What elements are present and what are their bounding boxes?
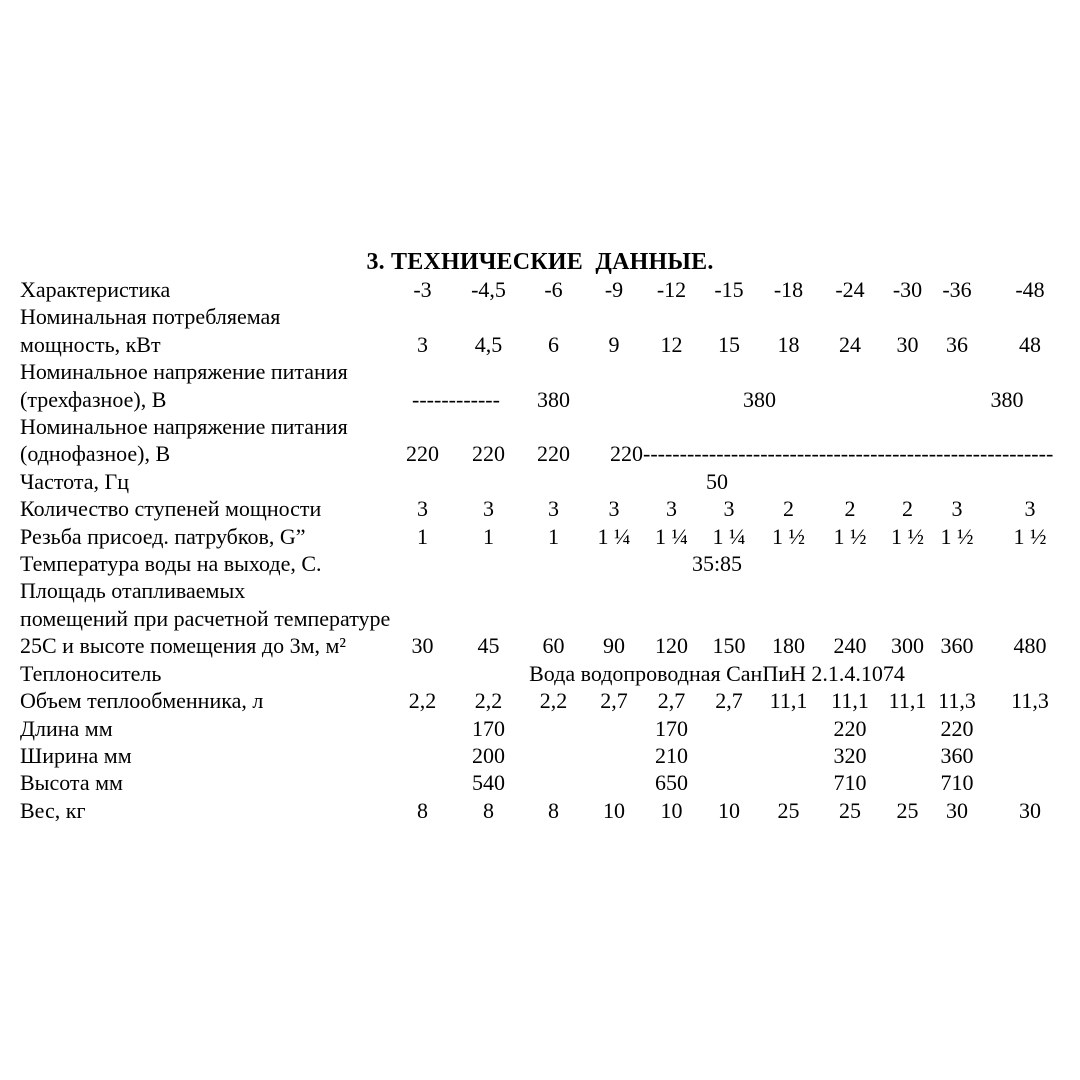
table-cell-empty: [881, 769, 934, 796]
table-cell: 380: [743, 386, 776, 412]
table-cell: 1: [548, 523, 559, 549]
table-cell: 24: [839, 331, 861, 357]
table-cell: 1: [483, 523, 494, 549]
table-cell: 380: [537, 386, 570, 412]
table-cell-empty: [700, 715, 819, 742]
table-cell: 3: [1024, 496, 1036, 522]
table-cell: 11,1: [769, 688, 808, 714]
table-cell: 3: [723, 496, 735, 522]
table-cell: 8: [483, 797, 494, 823]
table-cell: -24: [835, 277, 865, 302]
table-cell: 30: [946, 797, 968, 823]
table-cell-empty: [980, 769, 1080, 796]
row-label: Частота, Гц: [20, 468, 130, 494]
table-cell: 48: [1019, 331, 1041, 357]
table-cell-empty: [980, 742, 1080, 769]
table-cell: 11,1: [831, 688, 869, 714]
table-cell: 170: [655, 715, 688, 741]
table-row: [20, 605, 1080, 632]
table-cell: 3: [951, 496, 963, 522]
table-row: [20, 797, 1080, 824]
table-cell: 11,3: [938, 688, 976, 714]
table-cell: 710: [833, 770, 867, 796]
page-title: 3. ТЕХНИЧЕСКИЕ ДАННЫЕ.: [366, 249, 714, 275]
table-cell: Вода водопроводная СанПиН 2.1.4.1074: [529, 660, 905, 686]
table-cell: 18: [777, 331, 800, 357]
table-cell: 150: [712, 633, 746, 659]
row-label: Вес, кг: [20, 797, 86, 823]
row-label: Номинальное напряжение питания: [20, 414, 348, 440]
table-cell: 3: [666, 496, 677, 522]
table-row: [20, 468, 1080, 495]
table-cell: 240: [833, 633, 867, 659]
row-label: Температура воды на выходе, С.: [20, 551, 322, 577]
table-cell: 4,5: [474, 331, 503, 357]
table-cell: 120: [655, 633, 688, 659]
row-label: Высота мм: [20, 770, 123, 796]
table-cell: 25: [896, 797, 919, 823]
table-cell: 8: [417, 797, 428, 823]
table-cell-empty: [980, 715, 1080, 742]
row-label: Объем теплообменника, л: [20, 688, 264, 714]
table-cell: 15: [718, 331, 740, 357]
table-cell: 3: [608, 496, 620, 522]
table-cell-empty: [390, 715, 455, 742]
table-cell: 50: [706, 468, 728, 494]
table-cell: 220: [406, 441, 439, 467]
table-row: [20, 577, 1080, 604]
table-cell: 210: [655, 742, 688, 768]
table-row: [20, 440, 1080, 467]
table-row: [20, 276, 1080, 303]
table-body: [20, 276, 1080, 824]
table-cell: 220--------------------------------------------------------: [610, 441, 1054, 467]
table-cell-empty: [585, 386, 700, 413]
table-cell: 710: [940, 770, 974, 796]
table-cell: 3: [417, 331, 428, 357]
table-cell: 1 ¼: [655, 523, 688, 549]
table-cell: 11,3: [1011, 688, 1049, 714]
table-row: [20, 715, 1080, 742]
table-cell: 220: [472, 441, 505, 467]
table-cell: 2,2: [408, 688, 437, 714]
table-row: [20, 660, 1080, 687]
table-row: [20, 742, 1080, 769]
table-cell: -4,5: [471, 277, 506, 302]
table-cell: -12: [656, 277, 687, 302]
table-cell: 1 ½: [772, 523, 805, 549]
table-cell: 3: [417, 496, 428, 522]
row-label: Номинальное напряжение питания: [20, 359, 348, 385]
row-label: (однофазное), В: [20, 441, 171, 467]
table-cell: -3: [413, 277, 432, 302]
table-cell: 3: [548, 496, 559, 522]
table-cell: 2,7: [600, 688, 628, 714]
table-cell: 6: [548, 331, 559, 357]
table-cell: 3: [483, 496, 494, 522]
table-row: [20, 303, 1080, 330]
table-cell: 360: [940, 633, 974, 659]
table-row: [20, 358, 1080, 385]
row-label: помещений при расчетной температуре: [20, 605, 391, 631]
row-label: Длина мм: [20, 715, 113, 741]
row-label: (трехфазное), В: [20, 386, 167, 412]
table-cell: 10: [603, 797, 625, 823]
table-cell-empty: [881, 715, 934, 742]
table-row: [20, 550, 1080, 577]
table-cell: -9: [604, 277, 624, 302]
table-cell-empty: [522, 769, 643, 796]
table-cell: 170: [472, 715, 505, 741]
table-cell: 8: [548, 797, 559, 823]
table-cell: 1 ½: [891, 523, 924, 549]
row-label: Резьба присоед. патрубков, G”: [20, 523, 306, 549]
table-cell: 30: [896, 331, 919, 357]
table-cell: 25: [777, 797, 800, 823]
table-row: [20, 769, 1080, 796]
table-cell: 2,2: [474, 688, 503, 714]
table-cell: 25: [839, 797, 861, 823]
table-row: [20, 413, 1080, 440]
table-cell: 200: [472, 742, 505, 768]
row-label: Площадь отапливаемых: [20, 578, 246, 604]
table-cell: 10: [660, 797, 683, 823]
table-cell: 2: [844, 496, 856, 522]
table-cell: 480: [1013, 633, 1047, 659]
table-cell: 300: [891, 633, 924, 659]
table-row: [20, 687, 1080, 714]
table-cell: 35:85: [691, 551, 743, 577]
table-cell-empty: [881, 742, 934, 769]
table-cell: 1 ¼: [712, 523, 746, 549]
row-label: Ширина мм: [20, 742, 132, 768]
table-cell: 540: [472, 770, 505, 796]
table-cell: 9: [608, 331, 620, 357]
table-row: [20, 523, 1080, 550]
table-cell: 1: [417, 523, 428, 549]
table-cell: 2,7: [715, 688, 743, 714]
row-label: Количество ступеней мощности: [20, 496, 322, 522]
table-cell: 650: [655, 770, 688, 796]
table-cell-empty: [819, 386, 934, 413]
table-cell: 180: [772, 633, 805, 659]
table-cell: 220: [940, 715, 974, 741]
table-cell: -36: [942, 277, 972, 302]
table-cell: 12: [660, 331, 683, 357]
table-cell: 11,1: [888, 688, 927, 714]
table-cell: 1 ½: [1013, 523, 1047, 549]
table-cell: 2,2: [539, 688, 568, 714]
table-cell: 2,7: [657, 688, 686, 714]
table-cell: 2: [783, 496, 794, 522]
table-cell: -48: [1015, 277, 1045, 302]
table-cell: -18: [773, 277, 804, 302]
technical-data-table: [20, 276, 1080, 824]
table-cell: 30: [1019, 797, 1041, 823]
table-cell: 1 ½: [833, 523, 867, 549]
table-cell: 360: [940, 742, 974, 768]
table-cell-empty: [390, 769, 455, 796]
table-cell: ------------: [412, 386, 500, 412]
table-cell: 220: [537, 441, 570, 467]
table-row: [20, 331, 1080, 358]
table-row: [20, 386, 1080, 413]
table-row: [20, 495, 1080, 522]
table-cell: 380: [990, 386, 1024, 412]
table-cell: -30: [892, 277, 923, 302]
table-cell-empty: [700, 742, 819, 769]
row-label: Характеристика: [20, 277, 171, 302]
table-cell: 60: [542, 633, 565, 659]
row-label: 25С и высоте помещения до 3м, м²: [20, 633, 347, 659]
table-cell: 90: [603, 633, 625, 659]
table-cell: 2: [902, 496, 913, 522]
table-cell-empty: [522, 742, 643, 769]
row-label: мощность, кВт: [20, 331, 161, 357]
table-cell: 45: [477, 633, 500, 659]
table-cell: 1 ¼: [597, 523, 631, 549]
table-cell: -15: [714, 277, 744, 302]
table-cell: 1 ½: [940, 523, 974, 549]
table-cell: 30: [411, 633, 434, 659]
table-row: [20, 632, 1080, 659]
row-label: Номинальная потребляемая: [20, 304, 281, 330]
table-cell: 36: [946, 331, 968, 357]
row-label: Теплоноситель: [20, 660, 162, 686]
table-cell-empty: [522, 715, 643, 742]
table-cell: 320: [833, 742, 867, 768]
table-cell-empty: [390, 742, 455, 769]
table-cell: -6: [544, 277, 563, 302]
table-cell: 10: [718, 797, 740, 823]
table-cell: 220: [833, 715, 867, 741]
table-cell-empty: [700, 769, 819, 796]
